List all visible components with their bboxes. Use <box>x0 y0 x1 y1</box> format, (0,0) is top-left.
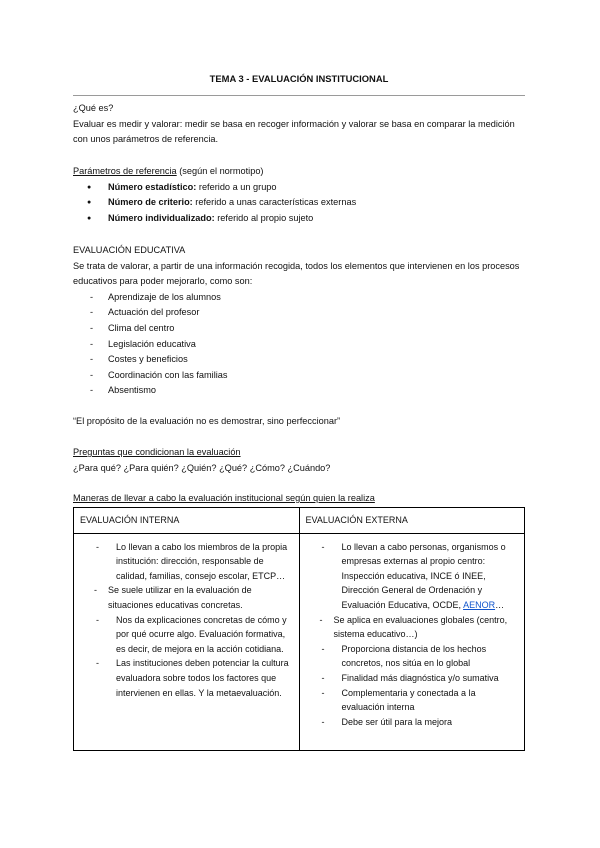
section-preguntas <box>73 445 525 476</box>
evaluacion-educativa-text: Se trata de valorar, a partir de una información recogida, todos los elementos que intervienen en los procesos educativos para poder mejorarlo, como son: <box>73 260 520 287</box>
interna-list <box>78 540 295 701</box>
parametros-item-desc: referido a un grupo <box>196 181 277 192</box>
list-item: - Finalidad más diagnóstica y/o sumativa <box>304 671 521 686</box>
list-item: - Complementaria y conectada a la evaluación interna <box>304 686 521 715</box>
list-item: - Las instituciones deben potenciar la cultura evaluadora sobre todos los factores que intervienen en ellas. Y la metaevaluación. <box>78 656 295 700</box>
parametros-heading: Parámetros de referencia <box>73 166 177 176</box>
list-item: - Actuación del profesor <box>73 305 525 321</box>
parametros-item <box>73 180 525 196</box>
quote: “El propósito de la evaluación no es demostrar, sino perfeccionar” <box>73 416 341 426</box>
parametros-item-term: Número de criterio: <box>108 197 193 208</box>
evaluacion-educativa-list <box>73 290 525 399</box>
externa-first-ellipsis: … <box>495 599 505 610</box>
section-parametros <box>73 164 525 226</box>
section-maneras <box>73 491 525 751</box>
evaluacion-educativa-heading: EVALUACIÓN EDUCATIVA <box>73 245 186 255</box>
parametros-item-desc: referido a unas características externas <box>192 197 357 208</box>
list-item: - Debe ser útil para la mejora <box>304 715 521 730</box>
parametros-list <box>73 180 525 227</box>
section-que-es <box>73 101 525 148</box>
parametros-item-term: Número estadístico: <box>108 181 197 192</box>
col-header-externa: EVALUACIÓN EXTERNA <box>299 507 525 533</box>
comparison-table <box>73 507 525 751</box>
parametros-item-term: Número individualizado: <box>108 212 215 223</box>
col-header-interna: EVALUACIÓN INTERNA <box>74 507 300 533</box>
section-evaluacion-educativa <box>73 243 525 399</box>
preguntas-text: ¿Para qué? ¿Para quién? ¿Quién? ¿Qué? ¿Cómo? ¿Cuándo? <box>73 462 331 473</box>
list-item: - Aprendizaje de los alumnos <box>73 290 525 306</box>
list-item: - Se suele utilizar en la evaluación de situaciones educativas concretas. <box>78 583 295 612</box>
preguntas-heading: Preguntas que condicionan la evaluación <box>73 447 241 457</box>
list-item: - Se aplica en evaluaciones globales (centro, sistema educativo…) <box>304 613 521 642</box>
list-item <box>304 540 521 613</box>
cell-interna <box>74 533 300 750</box>
document-title: TEMA 3 - EVALUACIÓN INSTITUCIONAL <box>209 73 389 84</box>
parametros-heading-suffix: (según el normotipo) <box>176 166 264 176</box>
parametros-item-desc: referido al propio sujeto <box>214 212 314 223</box>
table-header-row <box>74 507 525 533</box>
list-item: - Clima del centro <box>73 321 525 337</box>
aenor-link[interactable]: AENOR <box>463 599 496 610</box>
list-item: - Absentismo <box>73 383 525 399</box>
list-item: - Nos da explicaciones concretas de cómo y por qué ocurre algo. Evaluación formativa, es decir, de mejora en la acción cotidiana. <box>78 613 295 657</box>
maneras-heading: Maneras de llevar a cabo la evaluación institucional según quien la realiza <box>73 493 375 503</box>
list-item: - Costes y beneficios <box>73 352 525 368</box>
parametros-item <box>73 195 525 211</box>
parametros-item <box>73 211 525 227</box>
externa-list <box>304 540 521 730</box>
que-es-text: Evaluar es medir y valorar: medir se basa en recoger información y valorar se basa en comparar la medición con unos parámetros de referencia. <box>73 118 515 145</box>
list-item: - Proporciona distancia de los hechos concretos, nos sitúa en lo global <box>304 642 521 671</box>
list-item: - Lo llevan a cabo los miembros de la propia institución: dirección, responsable de calidad, familias, consejo escolar, ETCP… <box>78 540 295 584</box>
list-item: - Coordinación con las familias <box>73 368 525 384</box>
table-row <box>74 533 525 750</box>
que-es-heading: ¿Qué es? <box>73 103 114 113</box>
parametros-heading-line <box>73 164 525 180</box>
externa-first-text: Lo llevan a cabo personas, organismos o empresas externas al propio centro: Inspección educativa, INCE ó INEE, Dirección General de Ordenación y Evaluación Educativa, OCDE, <box>341 541 506 610</box>
list-item: - Legislación educativa <box>73 337 525 353</box>
title-divider <box>73 95 525 96</box>
cell-externa <box>299 533 525 750</box>
